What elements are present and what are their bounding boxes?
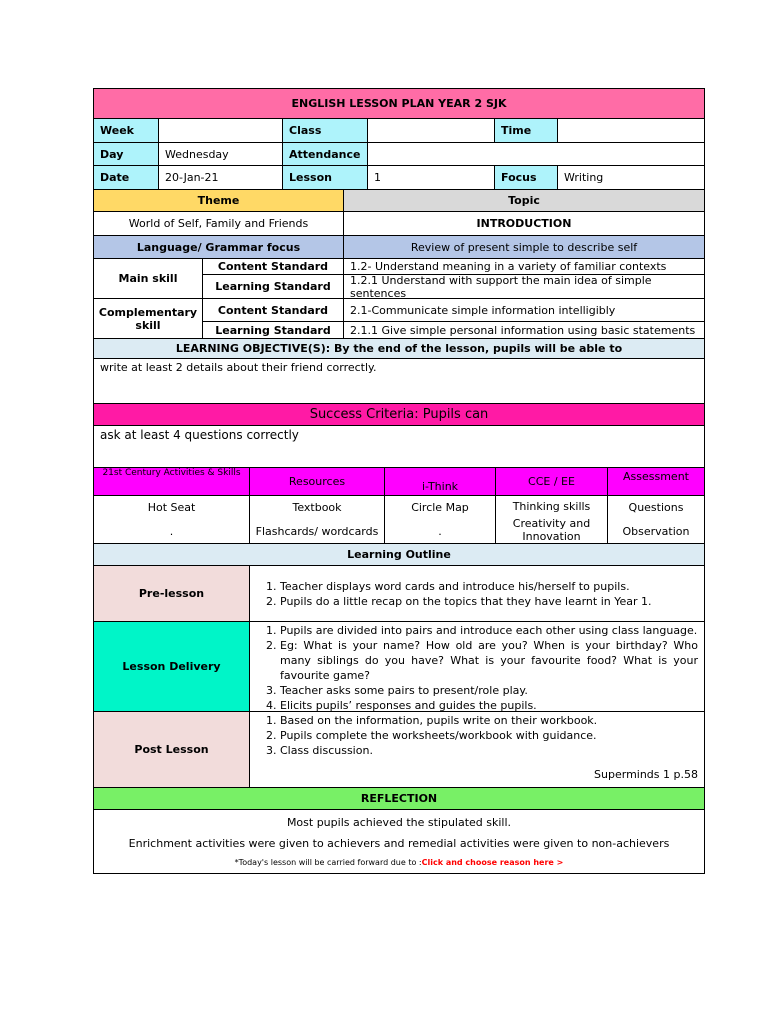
list-item: 1. Teacher displays word cards and introduce his/herself to pupils.	[280, 579, 652, 594]
main-content-standard-label: Content Standard	[203, 259, 344, 275]
choose-reason-link[interactable]: Click and choose reason here >	[421, 857, 564, 867]
main-skill-label: Main skill	[94, 259, 203, 299]
info-row-1	[94, 119, 704, 143]
list-item: 4. Elicits pupils’ responses and guides the pupils.	[280, 698, 698, 712]
grammar-value: Review of present simple to describe self	[344, 236, 704, 259]
list-item: 1. Pupils are divided into pairs and introduce each other using class language.	[280, 623, 698, 638]
lesson-delivery-row	[94, 622, 704, 712]
list-item: 3. Class discussion.	[280, 743, 597, 758]
list-item: 3. Teacher asks some pairs to present/role play.	[280, 683, 698, 698]
activities-header-row	[94, 468, 704, 496]
activities-header-resources: Resources	[250, 468, 385, 496]
day-value[interactable]: Wednesday	[159, 143, 283, 166]
activities-col-cce	[496, 496, 608, 544]
cce-item: Creativity and Innovation	[512, 517, 591, 543]
attendance-label: Attendance	[283, 143, 368, 166]
objective-header-row	[94, 339, 704, 359]
objective-body-row	[94, 359, 704, 404]
activities-col-21st	[94, 496, 250, 544]
title-row	[94, 89, 704, 119]
focus-value[interactable]: Writing	[558, 166, 704, 190]
main-learning-standard-value: 1.2.1 Understand with support the main idea of simple sentences	[344, 275, 704, 299]
attendance-value[interactable]	[368, 143, 704, 166]
list-item: 2. Pupils do a little recap on the topics that they have learnt in Year 1.	[280, 594, 652, 609]
activities-col-resources	[250, 496, 385, 544]
comp-learning-standard-value: 2.1.1 Give simple personal information using basic statements	[344, 322, 704, 339]
outline-header: Learning Outline	[94, 544, 704, 566]
success-header-row	[94, 404, 704, 426]
theme-value: World of Self, Family and Friends	[94, 212, 344, 236]
comp-content-standard-label: Content Standard	[203, 299, 344, 322]
topic-value: INTRODUCTION	[344, 212, 704, 236]
topic-label: Topic	[344, 190, 704, 212]
theme-label: Theme	[94, 190, 344, 212]
reflection-body-row	[94, 810, 704, 874]
week-label: Week	[94, 119, 159, 143]
comp-skill-block	[94, 299, 704, 339]
list-item: 2. Pupils complete the worksheets/workbook with guidance.	[280, 728, 597, 743]
post-lesson-label: Post Lesson	[94, 712, 250, 788]
lesson-delivery-list	[250, 623, 698, 712]
pre-lesson-label: Pre-lesson	[94, 566, 250, 622]
date-value[interactable]: 20-Jan-21	[159, 166, 283, 190]
info-row-2	[94, 143, 704, 166]
activities-body-row	[94, 496, 704, 544]
success-text: ask at least 4 questions correctly	[94, 426, 704, 468]
activities-col-ithink	[385, 496, 496, 544]
ithink-item: Circle Map	[411, 501, 469, 515]
reflection-body	[94, 810, 704, 874]
activities-header-assessment: Assessment	[608, 468, 704, 496]
activities-header-cce: CCE / EE	[496, 468, 608, 496]
objective-text: write at least 2 details about their friend correctly.	[94, 359, 704, 404]
cce-item: Thinking skills	[512, 500, 591, 513]
info-row-3	[94, 166, 704, 190]
lesson-value[interactable]: 1	[368, 166, 495, 190]
date-label: Date	[94, 166, 159, 190]
class-label: Class	[283, 119, 368, 143]
reference-text: Superminds 1 p.58	[594, 768, 698, 781]
time-value[interactable]	[558, 119, 704, 143]
reflection-header-row	[94, 788, 704, 810]
main-content-standard-value: 1.2- Understand meaning in a variety of familiar contexts	[344, 259, 704, 275]
assessment-item: Observation	[622, 524, 690, 538]
main-learning-standard-label: Learning Standard	[203, 275, 344, 299]
activity-item: .	[169, 524, 174, 538]
theme-topic-header	[94, 190, 704, 212]
activities-header-ithink: i-Think	[385, 468, 496, 496]
lesson-delivery-steps	[250, 622, 704, 712]
focus-label: Focus	[495, 166, 558, 190]
objective-header: LEARNING OBJECTIVE(S): By the end of the lesson, pupils will be able to	[94, 339, 704, 359]
time-label: Time	[495, 119, 558, 143]
activity-item: Hot Seat	[147, 501, 196, 515]
day-label: Day	[94, 143, 159, 166]
resource-item: Textbook	[292, 501, 342, 515]
pre-lesson-row	[94, 566, 704, 622]
activities-header-21st: 21st Century Activities & Skills	[94, 468, 250, 496]
carry-forward-prefix: *Today's lesson will be carried forward due to :	[234, 857, 422, 867]
main-skill-block	[94, 259, 704, 299]
week-value[interactable]	[159, 119, 283, 143]
list-item: 2. Eg: What is your name? How old are you? When is your birthday? Who many siblings do you have? What is your favourite food? What is your favourite game?	[280, 638, 698, 683]
reflection-line-1: Most pupils achieved the stipulated skill.	[286, 815, 512, 829]
ithink-item: .	[438, 524, 442, 538]
post-lesson-steps	[250, 712, 704, 788]
lesson-plan-sheet	[93, 88, 705, 874]
reflection-line-2: Enrichment activities were given to achievers and remedial activities were given to non-achievers	[128, 836, 670, 850]
success-header: Success Criteria: Pupils can	[94, 404, 704, 426]
success-body-row	[94, 426, 704, 468]
activities-col-assessment	[608, 496, 704, 544]
reflection-header: REFLECTION	[94, 788, 704, 810]
theme-topic-values	[94, 212, 704, 236]
pre-lesson-list	[250, 579, 652, 609]
page-title: ENGLISH LESSON PLAN YEAR 2 SJK	[94, 89, 704, 119]
assessment-item: Questions	[628, 501, 684, 515]
class-value[interactable]	[368, 119, 495, 143]
comp-skill-label: Complementary skill	[94, 299, 203, 339]
grammar-row	[94, 236, 704, 259]
pre-lesson-steps	[250, 566, 704, 622]
post-lesson-row	[94, 712, 704, 788]
comp-learning-standard-label: Learning Standard	[203, 322, 344, 339]
lesson-delivery-label: Lesson Delivery	[94, 622, 250, 712]
list-item: 1. Based on the information, pupils write on their workbook.	[280, 713, 597, 728]
lesson-label: Lesson	[283, 166, 368, 190]
carry-forward-line	[235, 854, 564, 870]
post-lesson-list	[250, 713, 597, 758]
outline-header-row	[94, 544, 704, 566]
comp-content-standard-value: 2.1-Communicate simple information intelligibly	[344, 299, 704, 322]
resource-item: Flashcards/ wordcards	[255, 524, 379, 538]
grammar-label: Language/ Grammar focus	[94, 236, 344, 259]
